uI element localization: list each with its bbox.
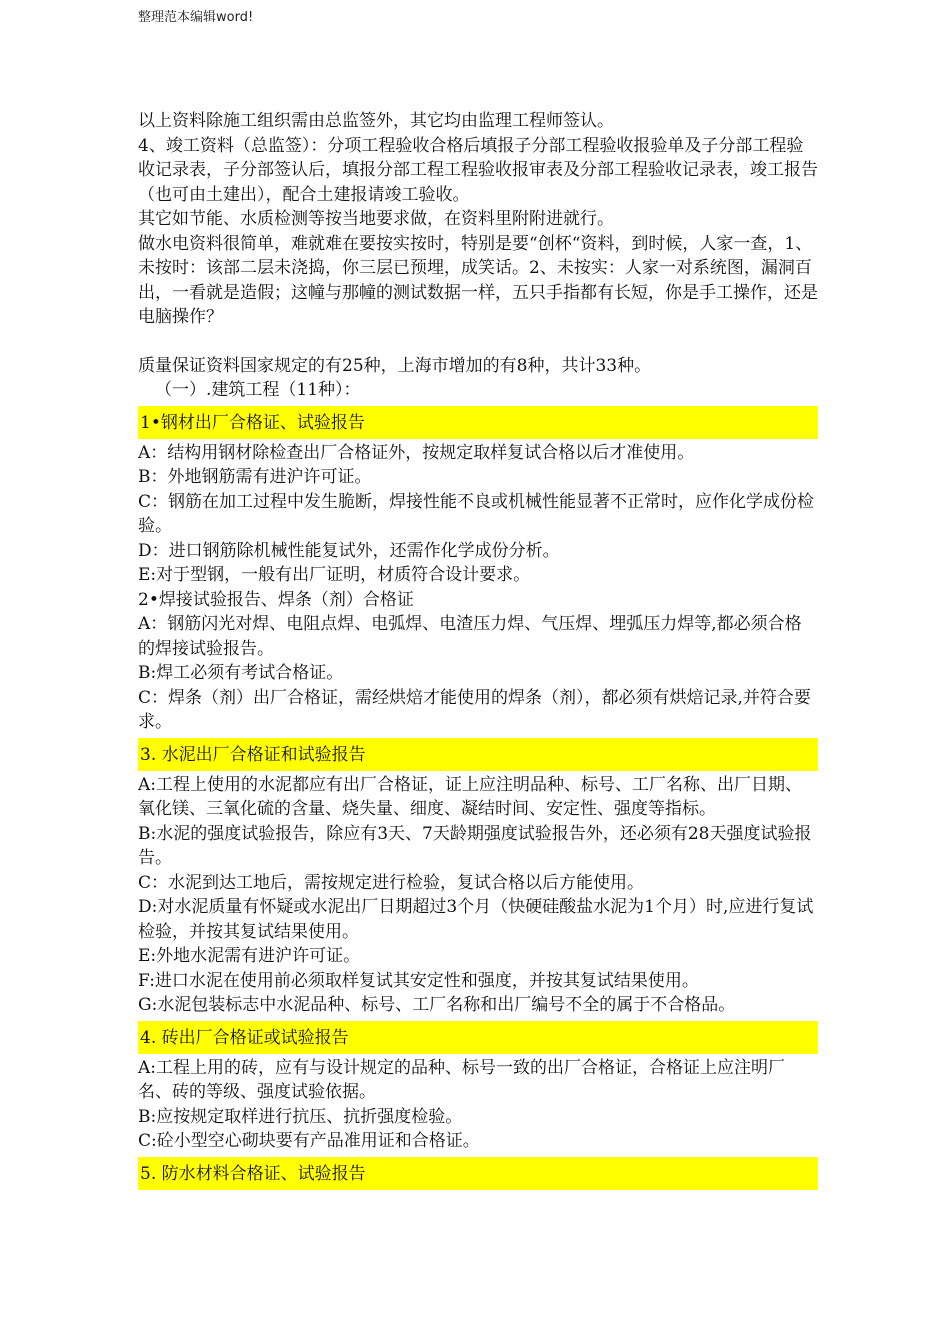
list-item: C：钢筋在加工过程中发生脆断，焊接性能不良或机械性能显著不正常时，应作化学成份检验。 bbox=[138, 491, 815, 536]
list-item: B:水泥的强度试验报告，除应有3天、7天龄期强度试验报告外，还必须有28天强度试验报告。 bbox=[138, 823, 812, 868]
section-heading-steel: 1•钢材出厂合格证、试验报告 bbox=[138, 406, 818, 439]
list-item: C：焊条（剂）出厂合格证，需经烘焙才能使用的焊条（剂），都必须有烘焙记录,并符合要求。 bbox=[138, 687, 811, 732]
list-item: B:焊工必须有考试合格证。 bbox=[138, 663, 344, 683]
category-heading: （一）.建筑工程（11种）： bbox=[155, 380, 361, 400]
page-header: 整理范本编辑word! bbox=[138, 10, 254, 25]
intro-paragraph: 以上资料除施工组织需由总监签外，其它均由监理工程师签认。 bbox=[138, 111, 614, 131]
intro-paragraph: 4、竣工资料（总监签）：分项工程验收合格后填报子分部工程验收报验单及子分部工程验收记录表，子分部签认后，填报分部工程工程验收报审表及分部工程验收记录表，竣工报告（也可由土建出），配合土建报请竣工验收。 bbox=[138, 135, 818, 205]
document-body bbox=[138, 109, 818, 1192]
list-item: G:水泥包装标志中水泥品种、标号、工厂名称和出厂编号不全的属于不合格品。 bbox=[138, 995, 736, 1015]
intro-paragraph: 其它如节能、水质检测等按当地要求做，在资料里附附进就行。 bbox=[138, 209, 614, 229]
list-item: C：水泥到达工地后，需按规定进行检验，复试合格以后方能使用。 bbox=[138, 872, 645, 893]
list-item: A:工程上使用的水泥都应有出厂合格证，证上应注明品种、标号、工厂名称、出厂日期、氧化镁、三氧化硫的含量、烧失量、细度、凝结时间、安定性、强度等指标。 bbox=[138, 774, 803, 819]
intro-paragraph: 做水电资料很简单，难就难在要按实按时，特别是要“创杯“资料，到时候，人家一查，1、未按时：该部二层未浇捣，你三层已预埋，成笑话。2、未按实：人家一对系统图，漏洞百出，一看就是造假；这幢与那幢的测试数据一样，五只手指都有长短，你是手工操作，还是电脑操作？ bbox=[138, 233, 818, 327]
list-item: B：外地钢筋需有进沪许可证。 bbox=[138, 467, 372, 487]
list-item: A：钢筋闪光对焊、电阻点焊、电弧焊、电渣压力焊、气压焊、埋弧压力焊等,都必须合格的焊接试验报告。 bbox=[138, 614, 802, 659]
list-item: F:进口水泥在使用前必须取样复试其安定性和强度，并按其复试结果使用。 bbox=[138, 970, 699, 991]
list-item: C:砼小型空心砌块要有产品准用证和合格证。 bbox=[138, 1131, 480, 1151]
section-heading-welding: 2•焊接试验报告、焊条（剂）合格证 bbox=[138, 589, 414, 610]
list-item: A：结构用钢材除检查出厂合格证外，按规定取样复试合格以后才准使用。 bbox=[138, 442, 695, 463]
summary-paragraph: 质量保证资料国家规定的有25种，上海市增加的有8种，共计33种。 bbox=[138, 355, 652, 376]
section-heading-cement: 3. 水泥出厂合格证和试验报告 bbox=[138, 738, 818, 771]
list-item: E:对于型钢，一般有出厂证明，材质符合设计要求。 bbox=[138, 565, 531, 585]
list-item: B:应按规定取样进行抗压、抗折强度检验。 bbox=[138, 1106, 463, 1127]
list-item: D：进口钢筋除机械性能复试外，还需作化学成份分析。 bbox=[138, 540, 560, 561]
section-heading-waterproofing: 5. 防水材料合格证、试验报告 bbox=[138, 1157, 818, 1190]
list-item: A:工程上用的砖，应有与设计规定的品种、标号一致的出厂合格证，合格证上应注明厂名、砖的等级、强度试验依据。 bbox=[138, 1057, 786, 1102]
section-heading-brick: 4. 砖出厂合格证或试验报告 bbox=[138, 1021, 818, 1054]
spacer bbox=[138, 330, 818, 354]
list-item: E:外地水泥需有进沪许可证。 bbox=[138, 946, 361, 966]
list-item: D:对水泥质量有怀疑或水泥出厂日期超过3个月（快硬硅酸盐水泥为1个月）时,应进行复试检验，并按其复试结果使用。 bbox=[138, 897, 814, 942]
